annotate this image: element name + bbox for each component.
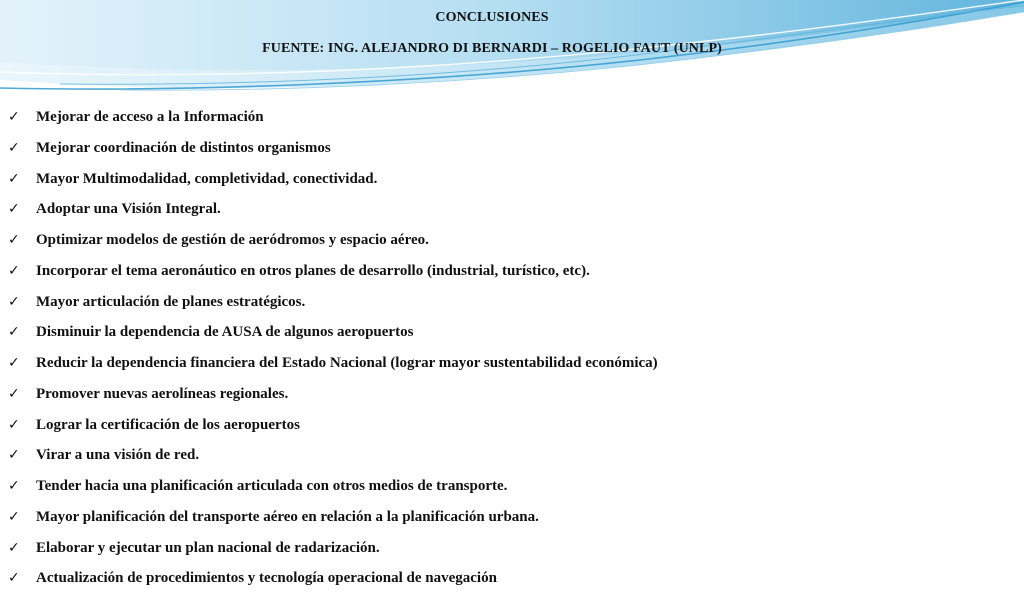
checkmark-icon: ✓	[8, 109, 20, 125]
slide-title: CONCLUSIONES	[435, 10, 549, 25]
list-item-text: Disminuir la dependencia de AUSA de algunos aeropuertos	[36, 324, 414, 341]
checkmark-icon: ✓	[8, 355, 20, 371]
list-item-text: Promover nuevas aerolíneas regionales.	[36, 385, 289, 402]
checkmark-icon: ✓	[8, 170, 20, 187]
list-item-text: Lograr la certificación de los aeropuertos	[36, 416, 300, 433]
slide-source: FUENTE: ING. ALEJANDRO DI BERNARDI – ROGELIO FAUT (UNLP)	[262, 41, 722, 56]
checkmark-icon: ✓	[8, 385, 20, 402]
list-item-text: Optimizar modelos de gestión de aeródromos y espacio aéreo.	[36, 232, 429, 248]
checkmark-icon: ✓	[8, 539, 20, 556]
list-item-text: Actualización de procedimientos y tecnología operacional de navegación	[36, 570, 497, 587]
checkmark-icon: ✓	[8, 232, 20, 248]
checkmark-icon: ✓	[8, 201, 20, 218]
list-item-text: Virar a una visión de red.	[36, 447, 200, 464]
list-item-text: Mejorar coordinación de distintos organismos	[36, 139, 331, 156]
list-item-text: Tender hacia una planificación articulada con otros medios de transporte.	[36, 478, 508, 494]
list-item-text: Reducir la dependencia financiera del Estado Nacional (lograr mayor sustentabilidad económica)	[36, 355, 658, 371]
list-item-text: Mayor articulación de planes estratégicos.	[36, 293, 306, 310]
checkmark-icon: ✓	[8, 324, 20, 341]
list-item-text: Adoptar una Visión Integral.	[36, 201, 221, 218]
checkmark-icon: ✓	[8, 293, 20, 310]
list-item-text: Mejorar de acceso a la Información	[36, 109, 264, 125]
checkmark-icon: ✓	[8, 570, 20, 587]
checkmark-icon: ✓	[8, 416, 20, 433]
checkmark-icon: ✓	[8, 262, 20, 279]
list-item-text: Mayor Multimodalidad, completividad, conectividad.	[36, 170, 378, 187]
checkmark-icon: ✓	[8, 139, 20, 156]
checkmark-icon: ✓	[8, 478, 20, 494]
list-item-text: Elaborar y ejecutar un plan nacional de radarización.	[36, 539, 380, 556]
checkmark-icon: ✓	[8, 508, 20, 525]
checkmark-icon: ✓	[8, 447, 20, 464]
list-item-text: Mayor planificación del transporte aéreo en relación a la planificación urbana.	[36, 508, 539, 525]
list-item-text: Incorporar el tema aeronáutico en otros planes de desarrollo (industrial, turístico, etc).	[36, 262, 590, 279]
